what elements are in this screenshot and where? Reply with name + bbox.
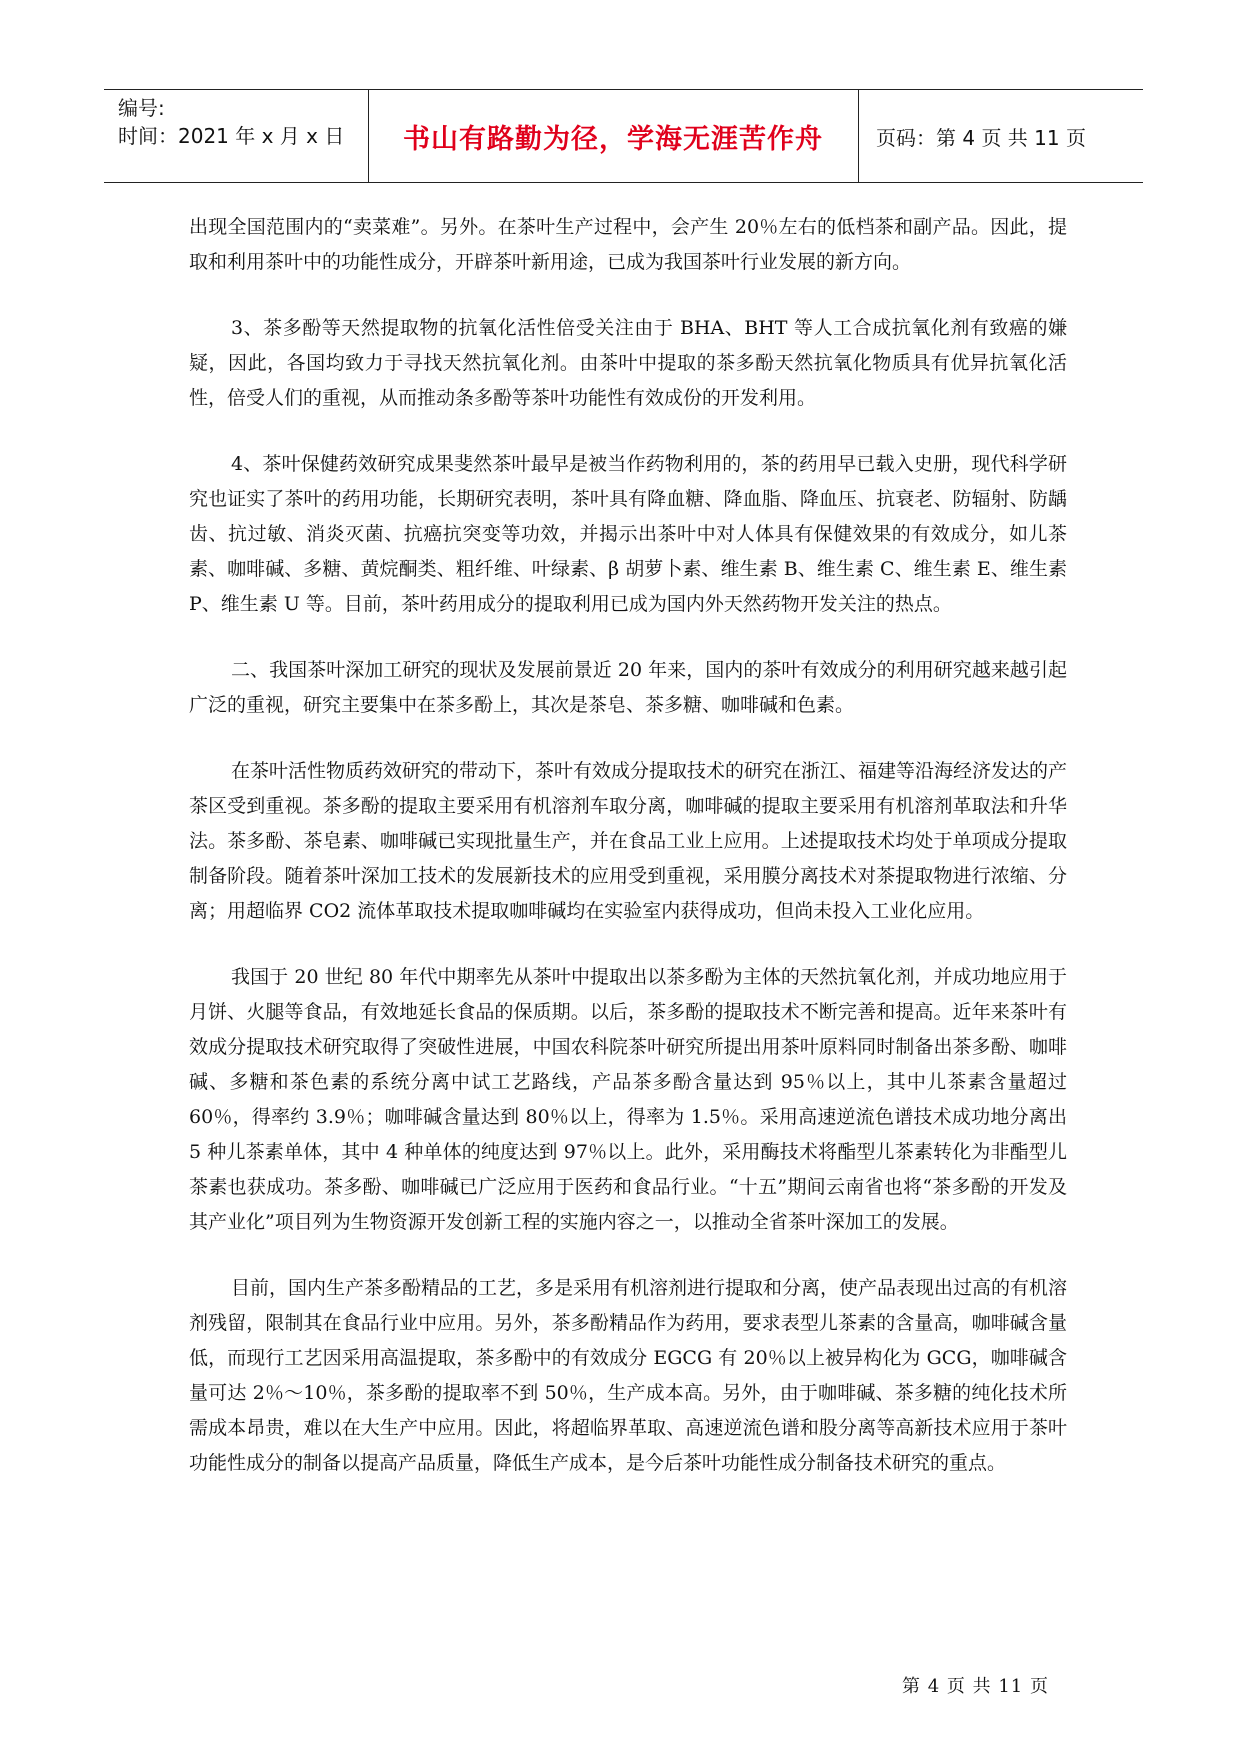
header-divider-right (858, 90, 859, 182)
paragraph-1: 出现全国范围内的“卖菜难”。另外。在茶叶生产过程中，会产生 20％左右的低档茶和副产品。因此，提取和利用茶叶中的功能性成分，开辟茶叶新用途，已成为我国茶叶行业发展的新方向。 (189, 216, 1067, 273)
document-number-label: 编号: (118, 96, 165, 120)
paragraph-4: 二、我国茶叶深加工研究的现状及发展前景近 20 年来，国内的茶叶有效成分的利用研究越来越引起广泛的重视，研究主要集中在茶多酚上，其次是茶皂、茶多糖、咖啡碱和色素。 (189, 659, 1067, 716)
document-time-label: 时间：2021 年 x 月 x 日 (118, 124, 345, 148)
header-page-number: 页码：第 4 页 共 11 页 (876, 125, 1086, 150)
paragraph-5: 在茶叶活性物质药效研究的带动下，茶叶有效成分提取技术的研究在浙江、福建等沿海经济发达的产茶区受到重视。茶多酚的提取主要采用有机溶剂车取分离，咖啡碱的提取主要采用有机溶剂革取法和升华法。茶多酚、茶皂素、咖啡碱已实现批量生产，并在食品工业上应用。上述提取技术均处于单项成分提取制备阶段。随着茶叶深加工技术的发展新技术的应用受到重视，采用膜分离技术对茶提取物进行浓缩、分离；用超临界 CO2 流体革取技术提取咖啡碱均在实验室内获得成功，但尚未投入工业化应用。 (189, 760, 1068, 922)
header-motto: 书山有路勤为径，学海无涯苦作舟 (403, 123, 823, 155)
page-header (104, 89, 1143, 183)
paragraph-6: 我国于 20 世纪 80 年代中期率先从茶叶中提取出以茶多酚为主体的天然抗氧化剂，并成功地应用于月饼、火腿等食品，有效地延长食品的保质期。以后，茶多酚的提取技术不断完善和提高。近年来茶叶有效成分提取技术研究取得了突破性进展，中国农科院茶叶研究所提出用茶叶原料同时制备出茶多酚、咖啡碱、多糖和茶色素的系统分离中试工艺路线，产品茶多酚含量达到 95％以上，其中儿茶素含量超过 60％，得率约 3.9％；咖啡碱含量达到 80％以上，得率为 1.5％。采用高速逆流色谱技术成功地分离出 5 种儿茶素单体，其中 4 种单体的纯度达到 97％以上。此外，采用酶技术将酯型儿茶素转化为非酯型儿茶素也获成功。茶多酚、咖啡碱已广泛应用于医药和食品行业。“十五”期间云南省也将“茶多酚的开发及其产业化”项目列为生物资源开发创新工程的实施内容之一，以推动全省茶叶深加工的发展。 (189, 966, 1067, 1233)
paragraph-2: 3、茶多酚等天然提取物的抗氧化活性倍受关注由于 BHA、BHT 等人工合成抗氧化剂有致癌的嫌疑，因此，各国均致力于寻找天然抗氧化剂。由茶叶中提取的茶多酚天然抗氧化物质具有优异抗氧化活性，倍受人们的重视，从而推动条多酚等茶叶功能性有效成份的开发利用。 (189, 317, 1067, 409)
paragraph-7: 目前，国内生产茶多酚精品的工艺，多是采用有机溶剂进行提取和分离，使产品表现出过高的有机溶剂残留，限制其在食品行业中应用。另外，茶多酚精品作为药用，要求表型儿茶素的含量高，咖啡碱含量低，而现行工艺因采用高温提取，茶多酚中的有效成分 EGCG 有 20％以上被异构化为 GCG，咖啡碱含量可达 2％～10％，茶多酚的提取率不到 50％，生产成本高。另外，由于咖啡碱、茶多糖的纯化技术所需成本昂贵，难以在大生产中应用。因此，将超临界革取、高速逆流色谱和股分离等高新技术应用于茶叶功能性成分的制备以提高产品质量，降低生产成本，是今后茶叶功能性成分制备技术研究的重点。 (189, 1277, 1068, 1474)
document-body (189, 210, 1067, 1512)
header-meta (118, 94, 344, 150)
page-footer: 第 4 页 共 11 页 (902, 1676, 1049, 1697)
paragraph-3: 4、茶叶保健药效研究成果斐然茶叶最早是被当作药物利用的，茶的药用早已载入史册，现代科学研究也证实了茶叶的药用功能，长期研究表明，茶叶具有降血糖、降血脂、降血压、抗衰老、防辐射、防龋齿、抗过敏、消炎灭菌、抗癌抗突变等功效，并揭示出茶叶中对人体具有保健效果的有效成分，如儿茶素、咖啡碱、多糖、黄烷酮类、粗纤维、叶绿素、β 胡萝卜素、维生素 B、维生素 C、维生素 E、维生素 P、维生素 U 等。目前，茶叶药用成分的提取利用已成为国内外天然药物开发关注的热点。 (189, 453, 1067, 615)
